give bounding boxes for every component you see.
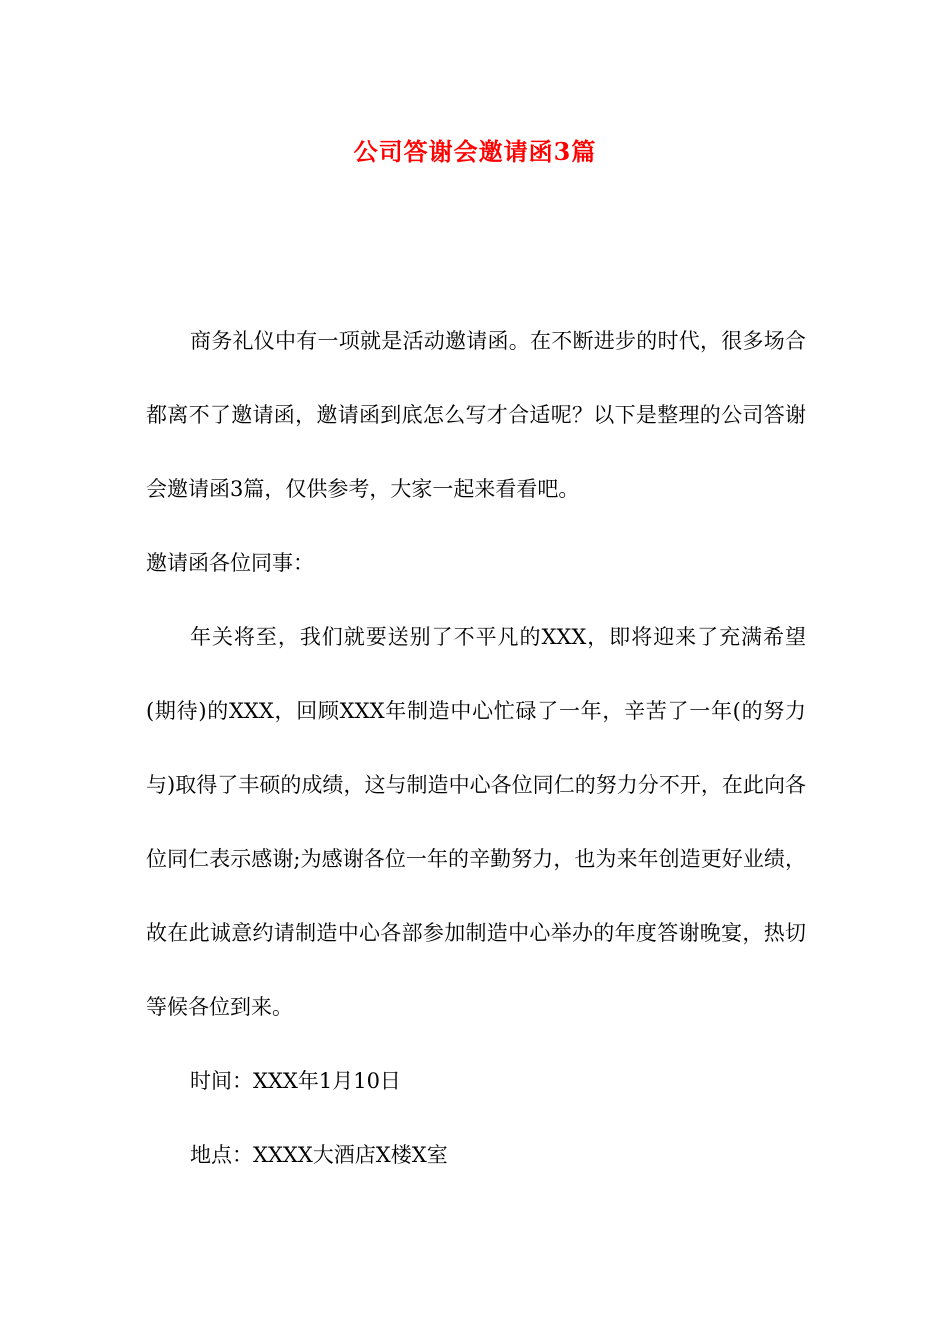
- time-paragraph: [146, 1044, 806, 1118]
- time-text: 时间：XXX年1月10日: [190, 1069, 401, 1093]
- letter-body-text: 年关将至，我们就要送别了不平凡的XXX，即将迎来了充满希望(期待)的XXX，回顾XXX年制造中心忙碌了一年，辛苦了一年(的努力与)取得了丰硕的成绩，这与制造中心各位同仁的努力分不开，在此向各位同仁表示感谢;为感谢各位一年的辛勤努力，也为来年创造更好业绩，故在此诚意约请制造中心各部参加制造中心举办的年度答谢晚宴，热切等候各位到来。: [146, 625, 806, 1019]
- salutation-paragraph: [146, 526, 806, 600]
- document-title: 公司答谢会邀请函3篇: [353, 137, 597, 166]
- letter-body-paragraph: [146, 600, 806, 1044]
- intro-paragraph: [146, 304, 806, 526]
- intro-text: 商务礼仪中有一项就是活动邀请函。在不断进步的时代，很多场合都离不了邀请函，邀请函到底怎么写才合适呢？以下是整理的公司答谢会邀请函3篇，仅供参考，大家一起来看看吧。: [146, 329, 806, 501]
- place-paragraph: [146, 1118, 806, 1192]
- salutation-text: 邀请函各位同事：: [146, 551, 314, 575]
- place-text: 地点：XXXX大酒店X楼X室: [190, 1143, 448, 1167]
